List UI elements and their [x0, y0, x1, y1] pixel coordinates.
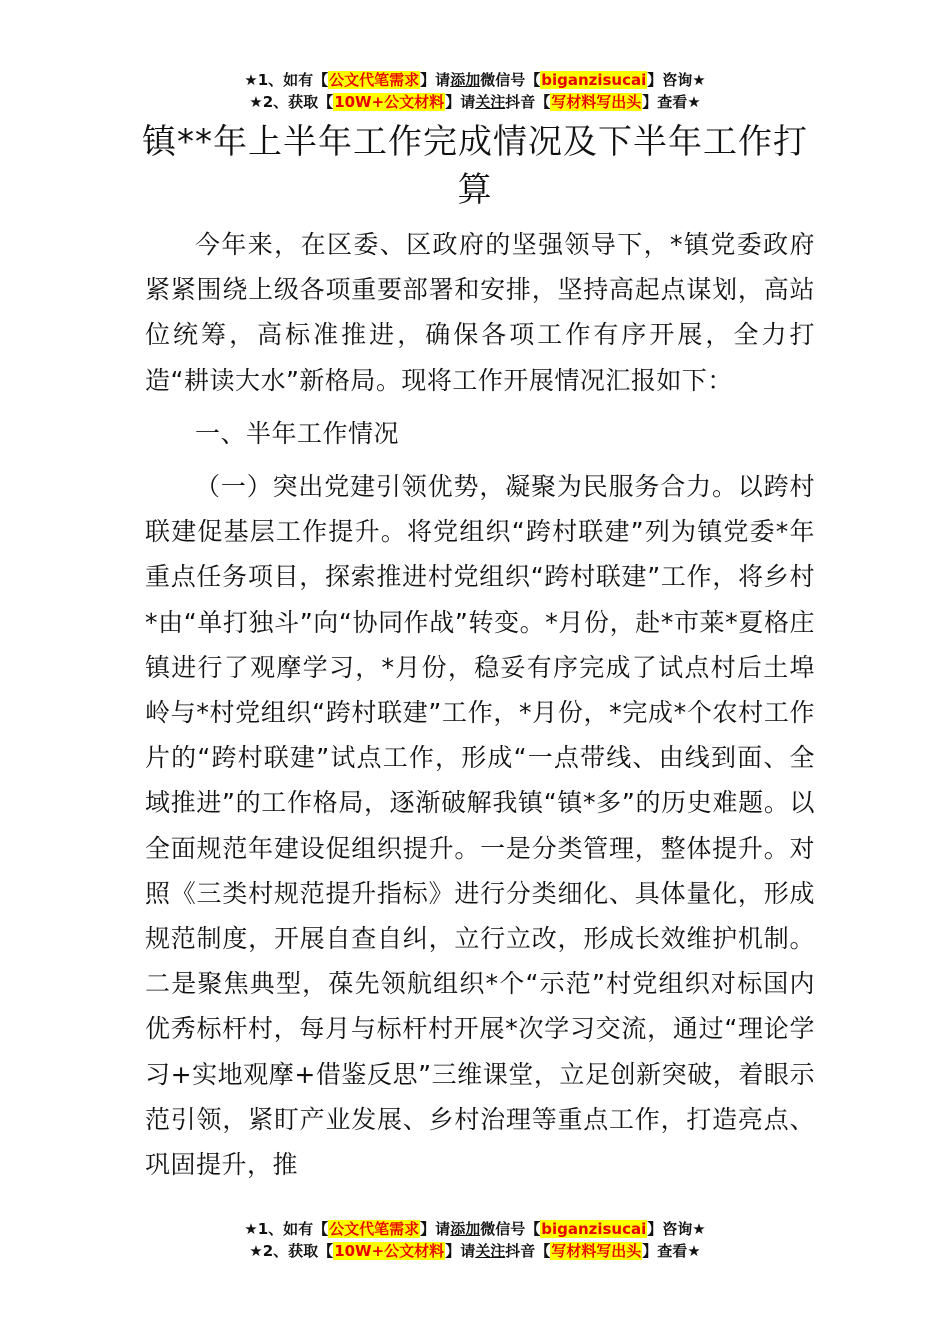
promo-text: ★1、如有【	[244, 71, 329, 89]
promo-underlined: 添加	[450, 71, 481, 89]
promo-text: 微信号【	[480, 71, 541, 89]
promo-underlined: 添加	[450, 1220, 481, 1238]
promo-text: 】请	[420, 71, 451, 89]
promo-text: 】请	[420, 1220, 451, 1238]
promo-text: 】咨询★	[647, 1220, 706, 1238]
promo-line-2	[0, 91, 950, 113]
promo-text: 抖音【	[505, 93, 551, 111]
document-body	[145, 222, 815, 1187]
promo-text: 】请	[445, 93, 476, 111]
section-heading: 一、半年工作情况	[195, 418, 400, 448]
promo-wechat-id: biganzisucai	[541, 71, 647, 89]
promo-text: 微信号【	[480, 1220, 541, 1238]
promo-text: ★2、获取【	[249, 1242, 334, 1260]
promo-highlight: 10W+公文材料	[334, 93, 445, 111]
promo-line-2	[0, 1240, 950, 1262]
promo-text: 】咨询★	[647, 71, 706, 89]
promo-header	[0, 69, 950, 113]
intro-paragraph: 今年来，在区委、区政府的坚强领导下，*镇党委政府紧紧围绕上级各项重要部署和安排，坚持高起点谋划，高站位统筹，高标准推进，确保各项工作有序开展，全力打造“耕读大水”新格局。现将工作开展情况汇报如下：	[145, 230, 815, 395]
promo-text: 】查看★	[642, 93, 701, 111]
promo-underlined: 关注	[475, 93, 506, 111]
promo-douyin-id: 写材料写出头	[551, 93, 642, 111]
promo-wechat-id: biganzisucai	[541, 1220, 647, 1238]
promo-text: 】请	[445, 1242, 476, 1260]
document-title: 镇**年上半年工作完成情况及下半年工作打算	[142, 122, 808, 210]
promo-highlight: 公文代笔需求	[329, 1220, 420, 1238]
promo-highlight: 公文代笔需求	[329, 71, 420, 89]
promo-text: ★1、如有【	[244, 1220, 329, 1238]
promo-text: 】查看★	[642, 1242, 701, 1260]
promo-douyin-id: 写材料写出头	[551, 1242, 642, 1260]
promo-text: 抖音【	[505, 1242, 551, 1260]
promo-underlined: 关注	[475, 1242, 506, 1260]
promo-line-1	[0, 1218, 950, 1240]
promo-line-1	[0, 69, 950, 91]
body-paragraph: （一）突出党建引领优势，凝聚为民服务合力。以跨村联建促基层工作提升。将党组织“跨村联建”列为镇党委*年重点任务项目，探索推进村党组织“跨村联建”工作，将乡村*由“单打独斗”向“协同作战”转变。*月份，赴*市莱*夏格庄镇进行了观摩学习，*月份，稳妥有序完成了试点村后土埠岭与*村党组织“跨村联建”工作，*月份，*完成*个农村工作片的“跨村联建”试点工作，形成“一点带线、由线到面、全域推进”的工作格局，逐渐破解我镇“镇*多”的历史难题。以全面规范年建设促组织提升。一是分类管理，整体提升。对照《三类村规范提升指标》进行分类细化、具体量化，形成规范制度，开展自查自纠，立行立改，形成长效维护机制。二是聚焦典型，葆先领航组织*个“示范”村党组织对标国内优秀标杆村，每月与标杆村开展*次学习交流，通过“理论学习+实地观摩+借鉴反思”三维课堂，立足创新突破，着眼示范引领，紧盯产业发展、乡村治理等重点工作，打造亮点、巩固提升，推	[145, 472, 815, 1180]
promo-footer	[0, 1218, 950, 1262]
promo-highlight: 10W+公文材料	[334, 1242, 445, 1260]
promo-text: ★2、获取【	[249, 93, 334, 111]
